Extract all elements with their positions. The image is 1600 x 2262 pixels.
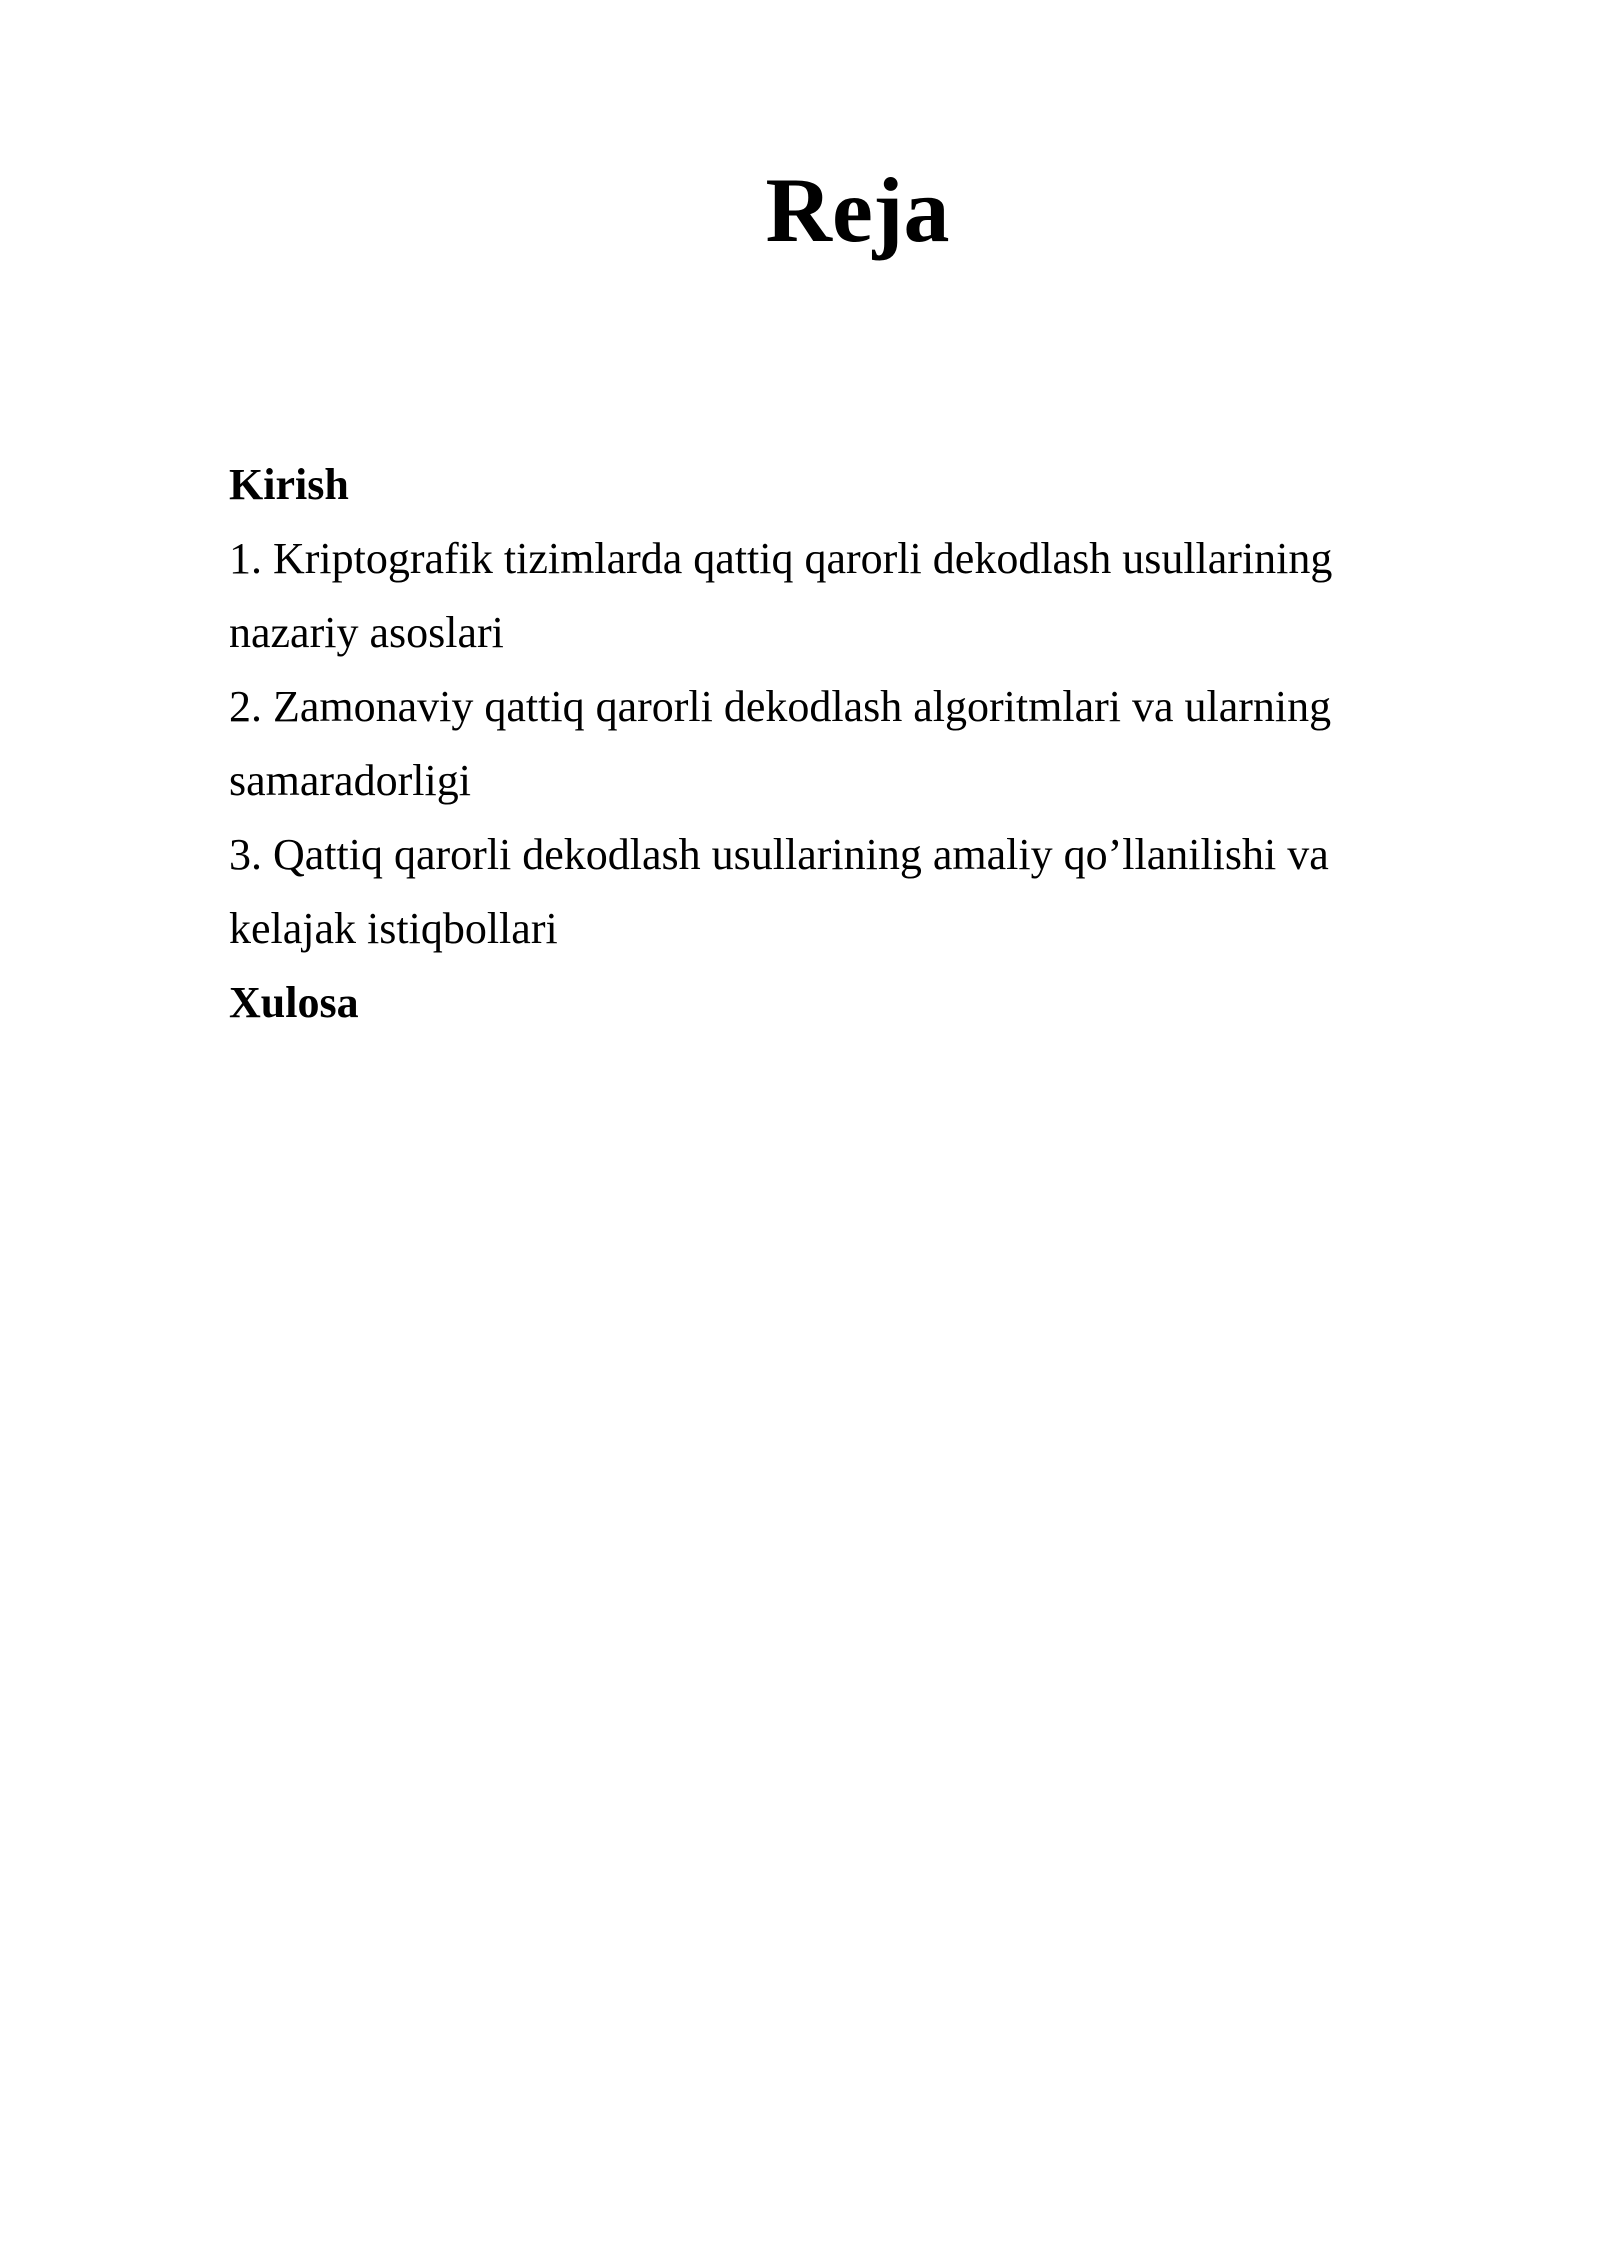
plan-item-2-line-2: samaradorligi — [229, 756, 471, 805]
plan-item-1-line-1: 1. Kriptografik tizimlarda qattiq qarorli dekodlash usullarining — [229, 534, 1333, 583]
section-intro: Kirish — [229, 460, 349, 509]
plan-item-1-line-2: nazariy asoslari — [229, 608, 504, 657]
plan-item-2-line-1: 2. Zamonaviy qattiq qarorli dekodlash algoritmlari va ularning — [229, 682, 1332, 731]
plan-item-3-line-1: 3. Qattiq qarorli dekodlash usullarining amaliy qo’llanilishi va — [229, 830, 1329, 879]
plan-list — [229, 448, 1409, 1040]
plan-item-3-line-2: kelajak istiqbollari — [229, 904, 558, 953]
section-conclusion: Xulosa — [229, 978, 359, 1027]
page-title: Reja — [765, 159, 950, 261]
